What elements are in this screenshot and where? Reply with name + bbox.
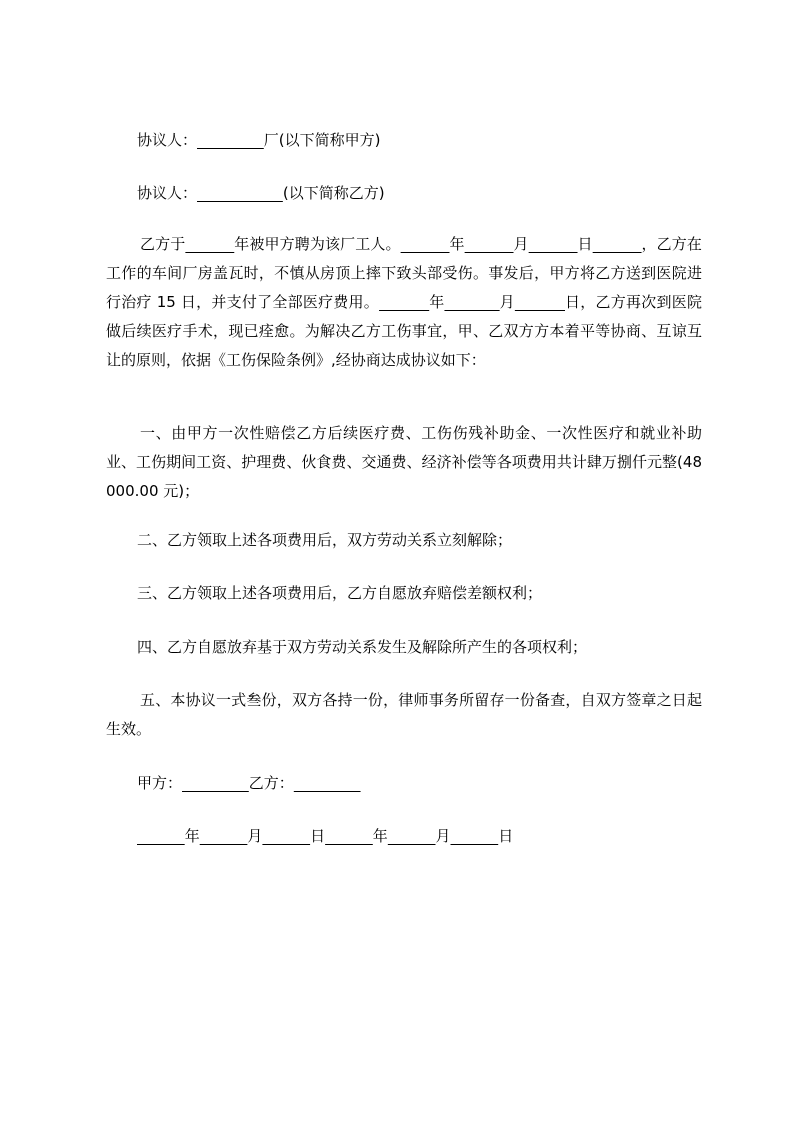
background-text-8: 月: [499, 293, 515, 311]
party-b-label: 协议人：: [137, 184, 198, 202]
background-blank-1: [185, 235, 234, 253]
date-text-1: 年: [184, 827, 200, 845]
party-a-label: 协议人：: [137, 131, 198, 149]
date-blank-6: [451, 827, 499, 845]
background-text-9: 日，乙方再次到医院做后续医疗手术，现已痊愈。为解决乙方工伤事宜，甲、乙双方方本着平等协商、互谅互让的原则，依据《工伤保险条例》,经协商达成协议如下：: [106, 293, 702, 369]
date-text-3: 日: [310, 827, 326, 845]
date-blank-4: [325, 827, 373, 845]
clause-5: 五、本协议一式叁份，双方各持一份，律师事务所留存一份备查，自双方签章之日起生效。: [106, 691, 702, 738]
background-text-3: 年: [449, 235, 465, 253]
signature-line: [106, 769, 702, 798]
background-blank-3: [465, 235, 514, 253]
clause-1: 一、由甲方一次性赔偿乙方后续医疗费、工伤伤残补助金、一次性医疗和就业补助业、工伤期间工资、护理费、伙食费、交通费、经济补偿等各项费用共计肆万捌仟元整(48000.00 元)；: [106, 424, 702, 500]
date-blank-5: [388, 827, 436, 845]
date-text-5: 月: [435, 827, 451, 845]
party-b-suffix: (以下简称乙方): [282, 184, 385, 202]
party-a-name-blank: [197, 131, 264, 149]
background-text-1: 乙方于: [140, 235, 186, 253]
party-b-signature-blank: [294, 774, 361, 792]
date-blank-2: [200, 827, 248, 845]
clause-3: 三、乙方领取上述各项费用后，乙方自愿放弃赔偿差额权利；: [137, 584, 543, 602]
background-paragraph: [106, 230, 702, 375]
background-blank-5: [593, 235, 642, 253]
clause-4: 四、乙方自愿放弃基于双方劳动关系发生及解除所产生的各项权利；: [137, 638, 588, 656]
date-text-2: 月: [247, 827, 263, 845]
party-b-signature-label: 乙方：: [248, 774, 294, 792]
clause-2: 二、乙方领取上述各项费用后，双方劳动关系立刻解除；: [137, 531, 513, 549]
party-a-signature-label: 甲方：: [137, 774, 183, 792]
background-blank-7: [444, 293, 499, 311]
background-blank-2: [401, 235, 450, 253]
party-b-name-blank: [197, 184, 283, 202]
background-text-5: 日: [577, 235, 593, 253]
background-blank-6: [379, 293, 429, 311]
party-a-signature-blank: [182, 774, 249, 792]
background-text-7: 年: [429, 293, 445, 311]
party-b-line: [106, 179, 702, 208]
date-blank-1: [137, 827, 185, 845]
date-text-4: 年: [372, 827, 388, 845]
signing-dates: [106, 822, 702, 851]
background-text-2: 年被甲方聘为该厂工人。: [234, 235, 401, 253]
background-blank-8: [515, 293, 565, 311]
background-text-6: ，乙方在工作的车间厂房盖瓦时，不慎从房顶上摔下致头部受伤。事发后，甲方将乙方送到医院进行治疗 15 日，并支付了全部医疗费用。: [106, 235, 702, 311]
date-text-6: 日: [498, 827, 514, 845]
party-a-line: [106, 126, 702, 155]
background-blank-4: [529, 235, 578, 253]
party-a-suffix: 厂(以下简称甲方): [263, 131, 381, 149]
background-text-4: 月: [513, 235, 529, 253]
date-blank-3: [262, 827, 310, 845]
